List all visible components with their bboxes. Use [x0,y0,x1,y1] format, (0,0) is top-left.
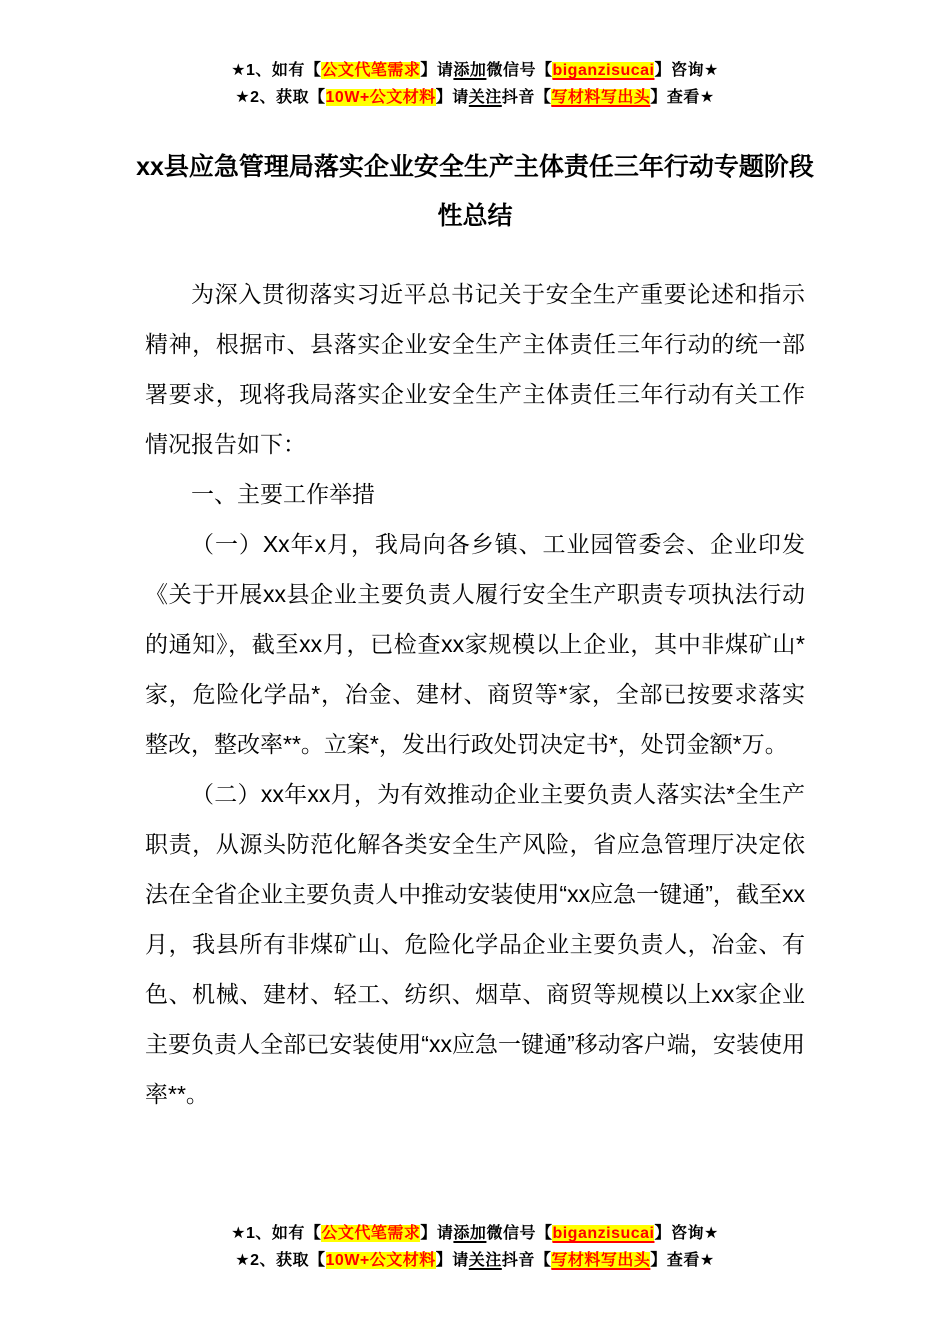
promo-text: ★2、获取【 [235,89,326,106]
promo-text: 抖音【 [501,89,552,106]
promo-text: 】请 [420,1225,454,1242]
promo-text: 】咨询★ [654,1225,719,1242]
promo-text: 微信号【 [486,62,553,79]
promo-text: ★1、如有【 [231,62,322,79]
wechat-id-highlight: biganzisucai [552,1225,655,1242]
promo-text: 】请 [435,1252,469,1269]
promo-text: 】查看★ [650,1252,715,1269]
add-wechat-label: 添加 [453,1225,487,1242]
paragraph-item-2: （二）xx年xx月，为有效推动企业主要负责人落实法*全生产职责，从源头防范化解各类安全生产风险，省应急管理厅决定依法在全省企业主要负责人中推动安装使用“xx应急一键通”，截至xx月，我县所有非煤矿山、危险化学品企业主要负责人，冶金、有色、机械、建材、轻工、纺织、烟草、商贸等规模以上xx家企业主要负责人全部已安装使用“xx应急一键通”移动客户端，安装使用率**。 [145,781,805,1107]
add-wechat-label: 添加 [453,62,487,79]
document-title: xx县应急管理局落实企业安全生产主体责任三年行动专题阶段性总结 [136,153,814,230]
paragraph-intro: 为深入贯彻落实习近平总书记关于安全生产重要论述和指示精神，根据市、县落实企业安全生产主体责任三年行动的统一部署要求，现将我局落实企业安全生产主体责任三年行动有关工作情况报告如下： [145,281,805,457]
heading-section-1: 一、主要工作举措 [191,481,375,507]
follow-label: 关注 [468,89,502,106]
paragraph-item-1: （一）Xx年x月，我局向各乡镇、工业园管委会、企业印发《关于开展xx县企业主要负责人履行安全生产职责专项执法行动的通知》，截至xx月，已检查xx家规模以上企业，其中非煤矿山*家，危险化学品*，冶金、建材、商贸等*家，全部已按要求落实整改，整改率**。立案*，发出行政处罚决定书*，处罚金额*万。 [145,531,805,757]
service-need-highlight: 公文代笔需求 [321,62,421,79]
promo-text: 】查看★ [650,89,715,106]
promo-footer-line-2 [0,1247,950,1274]
promo-text: 】请 [435,89,469,106]
promo-text: 】咨询★ [654,62,719,79]
promo-text: 微信号【 [486,1225,553,1242]
promo-text: ★1、如有【 [231,1225,322,1242]
promo-text: 抖音【 [501,1252,552,1269]
service-need-highlight: 公文代笔需求 [321,1225,421,1242]
materials-highlight: 10W+公文材料 [325,89,436,106]
promo-header-line-2 [0,84,950,111]
materials-highlight: 10W+公文材料 [325,1252,436,1269]
document-body [145,269,805,1119]
promo-header-line-1 [0,57,950,84]
promo-header [0,0,950,111]
wechat-id-highlight: biganzisucai [552,62,655,79]
douyin-name-highlight: 写材料写出头 [551,1252,651,1269]
promo-text: 】请 [420,62,454,79]
promo-footer [0,1220,950,1274]
promo-footer-line-1 [0,1220,950,1247]
follow-label: 关注 [468,1252,502,1269]
douyin-name-highlight: 写材料写出头 [551,89,651,106]
promo-text: ★2、获取【 [235,1252,326,1269]
